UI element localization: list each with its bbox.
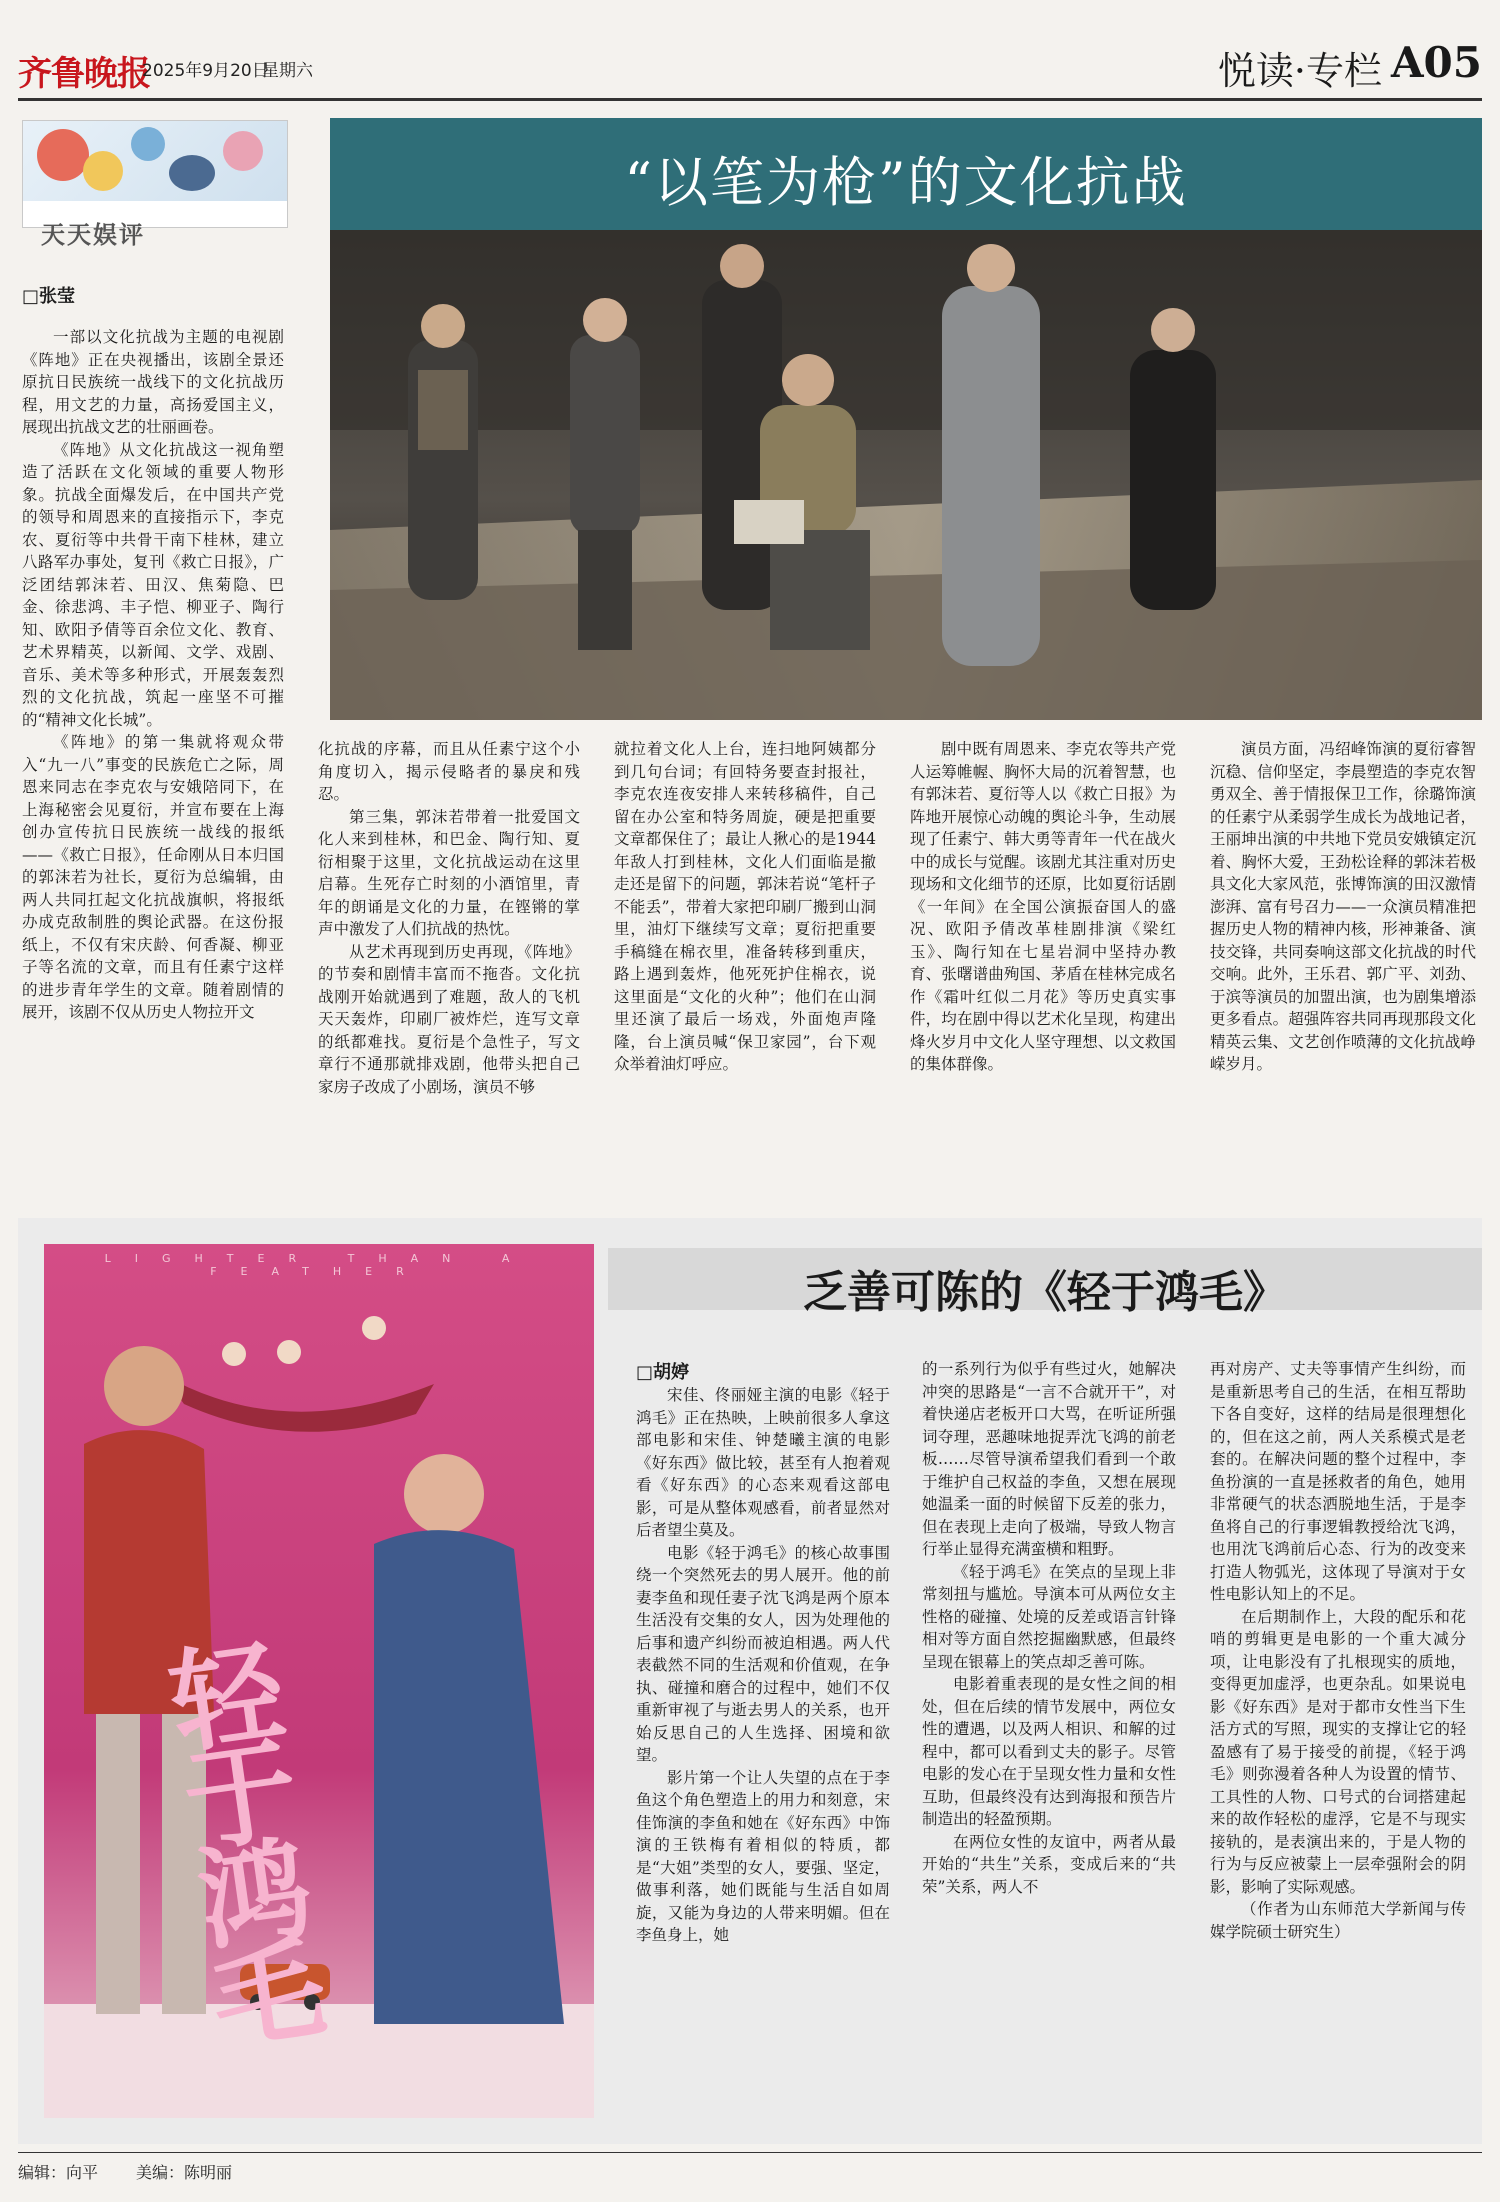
issue-weekday: 星期六	[262, 61, 313, 81]
paragraph: 《轻于鸿毛》在笑点的呈现上非常刻扭与尴尬。导演本可从两位女主性格的碰撞、处境的反差或语言针锋相对等方面自然挖掘幽默感，但最终呈现在银幕上的笑点却乏善可陈。	[922, 1562, 1176, 1671]
article1-title: “以笔为枪”的文化抗战	[624, 151, 1188, 214]
poster-tagline: LIGHTER THAN A FEATHER	[104, 1252, 534, 1278]
footer-designer: 美编：陈明丽	[136, 2163, 233, 2182]
paragraph: 再对房产、丈夫等事情产生纠纷，而是重新思考自己的生活，在相互帮助下各自变好，这样的结局是很理想化的，但在这之前，两人关系模式是老套的。在解决问题的整个过程中，李鱼扮演的一直是拯救者的角色，她用非常硬气的状态洒脱地生活，于是李鱼将自己的行事逻辑教授给沈飞鸿，也用沈飞鸿前后心态、行为的改变来打造人物弧光，这体现了导演对于女性电影认知上的不足。	[1210, 1360, 1466, 1603]
paragraph: 就拉着文化人上台，连扫地阿姨都分到几句台词；有回特务要查封报社，李克农连夜安排人来转移稿件，自己留在办公室和特务周旋，硬是把重要文章都保住了；最让人揪心的是1944年敌人打到桂林，文化人们面临是撤走还是留下的问题，郭沫若说“笔杆子不能丢”，带着大家把印刷厂搬到山洞里，油灯下继续写文章；夏衍把重要手稿缝在棉衣里，准备转移到重庆，路上遇到轰炸，他死死护住棉衣，说这里面是“文化的火种”；他们在山洞里还演了最后一场戏，外面炮声隆隆，台上演员喊“保卫家园”，台下观众举着油灯呼应。	[614, 740, 876, 1073]
masthead: 齐鲁晚报	[18, 54, 150, 94]
paragraph: 第三集，郭沫若带着一批爱国文化人来到桂林，和巴金、陶行知、夏衍相聚于这里，文化抗战运动在这里启幕。生死存亡时刻的小酒馆里，青年的朗诵是文化的力量，在铿锵的掌声中激发了人们抗战的热忱。	[318, 807, 580, 938]
page-number: A05	[1390, 38, 1482, 87]
article2-column-3	[1210, 1358, 1466, 1943]
paragraph: 在两位女性的友谊中，两者从最开始的“共生”关系，变成后来的“共荣”关系，两人不	[922, 1832, 1176, 1896]
column-logo	[22, 120, 288, 249]
paragraph: 从艺术再现到历史再现，《阵地》的节奏和剧情丰富而不拖沓。文化抗战刚开始就遇到了难题，敌人的飞机天天轰炸，印刷厂被炸烂，连写文章的纸都难找。夏衍是个急性子，写文章行不通那就排戏剧，他带头把自己家房子改成了小剧场，演员不够	[318, 942, 580, 1096]
section-name: 悦读·专栏	[1217, 49, 1382, 93]
article1-column-3	[614, 738, 876, 1076]
paragraph: 电影着重表现的是女性之间的相处，但在后续的情节发展中，两位女性的遭遇，以及两人相识、和解的过程中，都可以看到丈夫的影子。尽管电影的发心在于呈现女性力量和女性互助，但最终没有达到海报和预告片制造出的轻盈预期。	[922, 1675, 1176, 1828]
paragraph: 宋佳、佟丽娅主演的电影《轻于鸿毛》正在热映，上映前很多人拿这部电影和宋佳、钟楚曦主演的电影《好东西》做比较，甚至有人抱着观看《好东西》的心态来观看这部电影，可是从整体观感看，前者显然对后者望尘莫及。	[636, 1386, 890, 1539]
article2-title-bar	[608, 1248, 1482, 1318]
paragraph: 在后期制作上，大段的配乐和花哨的剪辑更是电影的一个重大减分项，让电影没有了扎根现实的质地，变得更加虚浮，也更杂乱。如果说电影《好东西》是对于都市女性当下生活方式的写照，现实的支撑让它的轻盈感有了易于接受的前提，《轻于鸿毛》则弥漫着各种人为设置的情节、工具性的人物、口号式的台词搭建起来的故作轻松的虚浮，它是不与现实接轨的，是表演出来的，于是人物的行为与反应被蒙上一层牵强附会的阴影，影响了实际观感。	[1210, 1607, 1466, 1896]
article2-column-1	[636, 1384, 890, 1947]
article1-photo	[330, 230, 1482, 720]
paragraph: 一部以文化抗战为主题的电视剧《阵地》正在央视播出，该剧全景还原抗日民族统一战线下的文化抗战历程，用文艺的力量，高扬爱国主义，展现出抗战文艺的壮丽画卷。	[22, 328, 284, 436]
header-rule	[18, 98, 1482, 101]
column-logo-illustration	[23, 121, 287, 201]
drama-cast-photo	[330, 230, 1482, 720]
paragraph: 电影《轻于鸿毛》的核心故事围绕一个突然死去的男人展开。他的前妻李鱼和现任妻子沈飞鸿是两个原本生活没有交集的女人，因为处理他的后事和遗产纠纷而被迫相遇。两人代表截然不同的生活观和价值观，在争执、碰撞和磨合的过程中，她们不仅重新审视了与逝去男人的关系，也开始反思自己的人生选择、困境和欲望。	[636, 1543, 890, 1764]
article1-title-banner	[330, 118, 1482, 230]
article1-column-5	[1210, 738, 1476, 1076]
paragraph: 化抗战的序幕，而且从任素宁这个小角度切入，揭示侵略者的暴戾和残忍。	[318, 740, 580, 803]
article1-column-1	[22, 326, 284, 1024]
article2-column-2	[922, 1358, 1176, 1898]
paragraph: 演员方面，冯绍峰饰演的夏衍睿智沉稳、信仰坚定，李晨塑造的李克农智勇双全、善于情报保卫工作，徐璐饰演的任素宁从柔弱学生成长为战地记者，王丽坤出演的中共地下党员安娥镇定沉着、胸怀大爱，王劲松诠释的郭沫若极具文化大家风范，张博饰演的田汉激情澎湃、富有号召力——一众演员精准把握历史人物的精神内核，形神兼备、演技交锋，共同奏响这部文化抗战的时代交响。此外，王乐君、郭广平、刘劲、于滨等演员的加盟出演，也为剧集增添更多看点。超强阵容共同再现那段文化精英云集、文艺创作喷薄的文化抗战峥嵘岁月。	[1210, 740, 1476, 1073]
footer-editor: 编辑：向平	[18, 2163, 99, 2182]
article1-byline: □张莹	[22, 286, 76, 307]
article1-column-2	[318, 738, 580, 1098]
paragraph: 的一系列行为似乎有些过火，她解决冲突的思路是“一言不合就开干”，对着快递店老板开口大骂，在听证所强词夺理，恶趣味地捉弄沈飞鸿的前老板……尽管导演希望我们看到一个敢于维护自己权益的李鱼，又想在展现她温柔一面的时候留下反差的张力，但在表现上走向了极端，导致人物言行举止显得充满蛮横和粗野。	[922, 1360, 1176, 1558]
article1-column-4	[910, 738, 1176, 1076]
paragraph: 影片第一个让人失望的点在于李鱼这个角色塑造上的用力和刻意，宋佳饰演的李鱼和她在《好东西》中饰演的王铁梅有着相似的特质，都是“大姐”类型的女人，要强、坚定，做事利落，她们既能与生活自如周旋，又能为身边的人带来明媚。但在李鱼身上，她	[636, 1768, 890, 1944]
article2-title: 乏善可陈的《轻于鸿毛》	[803, 1267, 1287, 1318]
article2-byline: □胡婷	[636, 1362, 690, 1383]
movie-poster	[44, 1244, 594, 2118]
paragraph: 《阵地》的第一集就将观众带入“九一八”事变的民族危亡之际，周恩来同志在李克农与安娥陪同下，在上海秘密会见夏衍，并宣布要在上海创办宣传抗日民族统一战线的报纸——《救亡日报》，任命刚从日本归国的郭沫若为社长，夏衍为总编辑，由两人共同扛起文化抗战旗帜，将报纸办成克敌制胜的舆论武器。在这份报纸上，不仅有宋庆龄、何香凝、柳亚子等名流的文章，而且有任素宁这样的进步青年学生的文章。随着剧情的展开，该剧不仅从历史人物拉开文	[22, 733, 284, 1021]
paragraph: 《阵地》从文化抗战这一视角塑造了活跃在文化领域的重要人物形象。抗战全面爆发后，在中国共产党的领导和周恩来的直接指示下，李克农、夏衍等中共骨干南下桂林，建立八路军办事处，复刊《救亡日报》，广泛团结郭沫若、田汉、焦菊隐、巴金、徐悲鸿、丰子恺、柳亚子、陶行知、欧阳予倩等百余位文化、教育、艺术界精英，以新闻、文学、戏剧、音乐、美术等多种形式，开展轰轰烈烈的文化抗战，筑起一座坚不可摧的“精神文化长城”。	[22, 440, 284, 729]
issue-date: 2025年9月20日	[142, 61, 269, 81]
column-logo-title: 天天娱评	[41, 221, 145, 249]
footer-rule	[18, 2152, 1482, 2153]
paragraph: 剧中既有周恩来、李克农等共产党人运筹帷幄、胸怀大局的沉着智慧，也有郭沫若、夏衍等人以《救亡日报》为阵地开展惊心动魄的舆论斗争，生动展现了任素宁、韩大勇等青年一代在战火中的成长与觉醒。该剧尤其注重对历史现场和文化细节的还原，比如夏衍话剧《一年间》在全国公演振奋国人的盛况、欧阳予倩改革桂剧排演《梁红玉》、陶行知在七星岩洞中坚持办教育、张曙谱曲殉国、茅盾在桂林完成名作《霜叶红似二月花》等历史真实事件，均在剧中得以艺术化呈现，构建出烽火岁月中文化人坚守理想、以文救国的集体群像。	[910, 740, 1176, 1073]
author-note: （作者为山东师范大学新闻与传媒学院硕士研究生）	[1210, 1900, 1466, 1941]
poster-title: 轻于鸿毛	[162, 1624, 334, 2068]
